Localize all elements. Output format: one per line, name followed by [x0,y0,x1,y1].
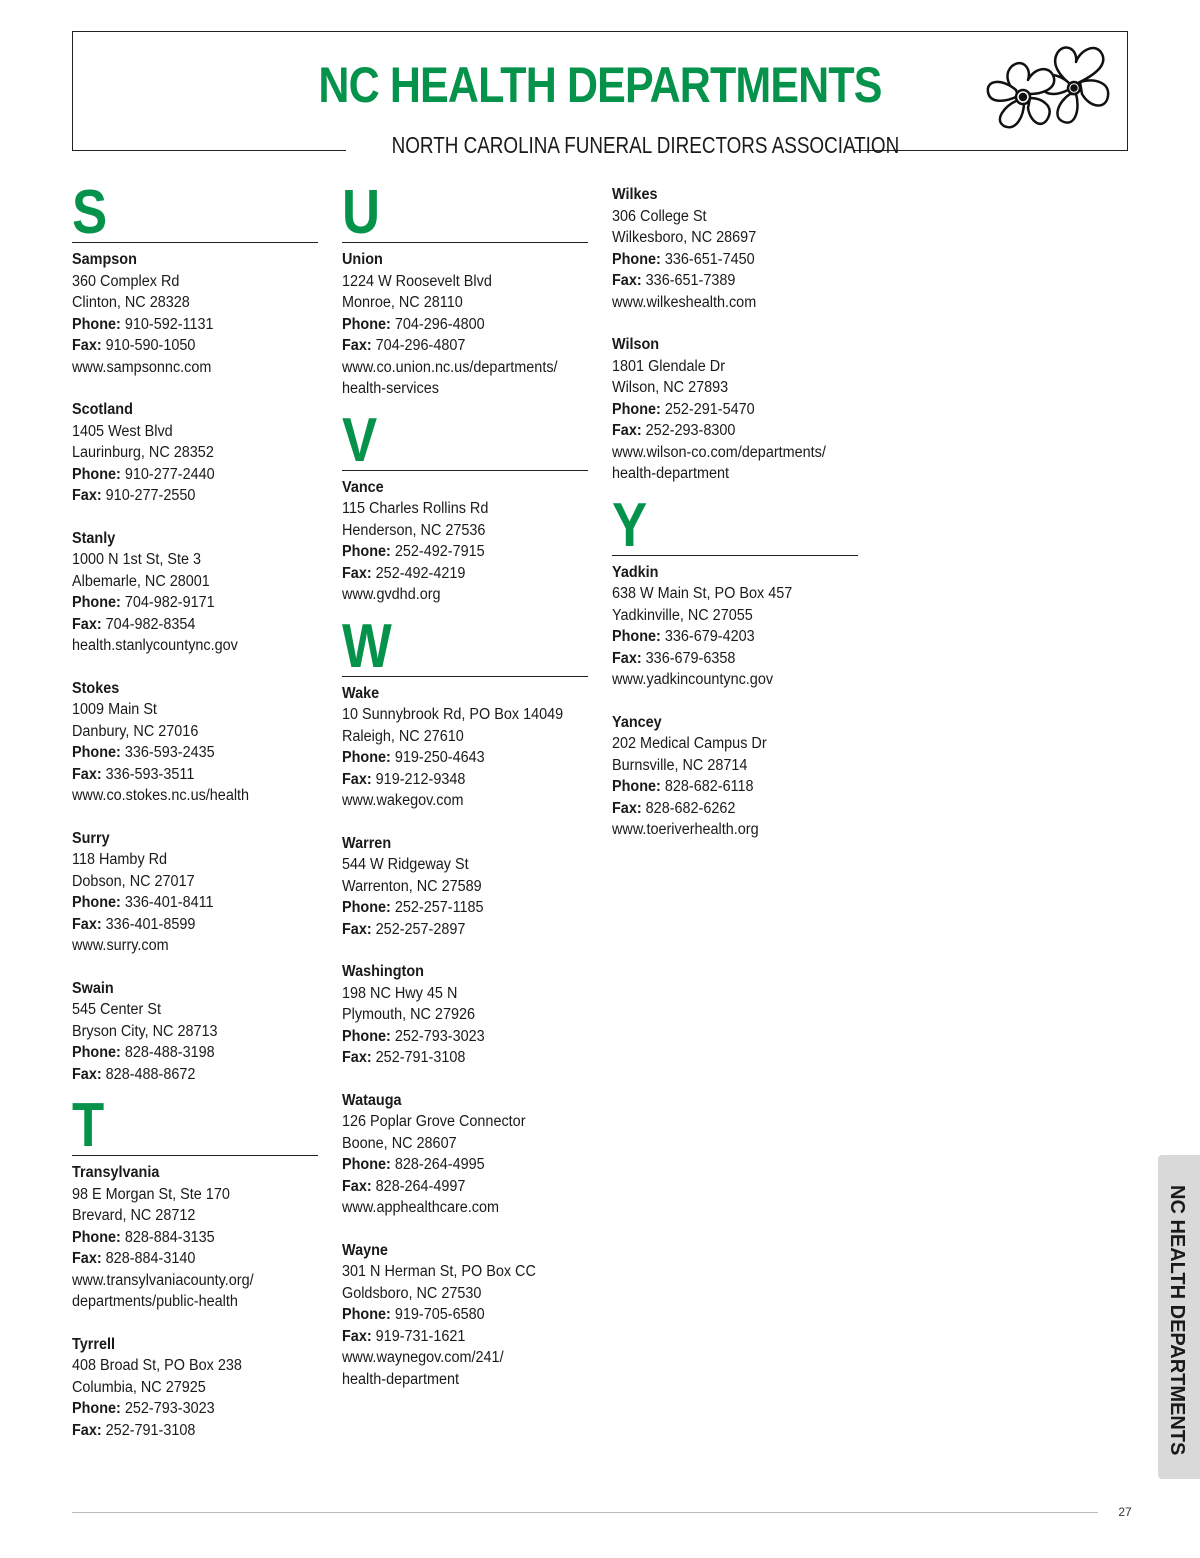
fax-line: Fax: 704-982-8354 [72,615,196,633]
county-name: Warren [342,834,392,852]
section-letter: U [342,178,381,247]
fax-line: Fax: 252-293-8300 [612,422,736,439]
phone-line: Phone: 336-401-8411 [72,894,214,911]
phone-line: Phone: 704-296-4800 [342,315,485,333]
fax-line: Fax: 336-401-8599 [72,915,196,933]
section-letter: W [342,611,392,681]
county-entry-sampson [72,249,318,378]
website-link[interactable]: www.waynegov.com/241/ [342,1349,504,1366]
county-name: Wayne [342,1241,388,1259]
county-name: Surry [72,829,110,847]
address-line: 118 Hamby Rd [72,851,168,868]
page-number: 27 [1118,1505,1132,1519]
website-link[interactable]: health-department [612,465,730,482]
county-entry-wilkes [612,184,858,313]
county-name: Wilkes [612,186,658,203]
county-name: Yancey [612,713,662,731]
address-line: Monroe, NC 28110 [342,294,463,311]
fax-line: Fax: 910-590-1050 [72,337,196,354]
address-line: Raleigh, NC 27610 [342,727,464,745]
section-rule [72,242,318,243]
fax-line: Fax: 828-264-4997 [342,1177,466,1195]
phone-line: Phone: 828-488-3198 [72,1044,215,1061]
county-name: Vance [342,478,384,496]
address-line: 408 Broad St, PO Box 238 [72,1357,242,1374]
phone-line: Phone: 336-651-7450 [612,250,755,268]
phone-line: Phone: 252-257-1185 [342,899,484,916]
address-line: 1224 W Roosevelt Blvd [342,272,492,290]
address-line: Burnsville, NC 28714 [612,756,748,774]
section-rule [342,470,588,471]
phone-line: Phone: 828-884-3135 [72,1228,215,1246]
phone-line: Phone: 252-291-5470 [612,400,755,418]
website-link[interactable]: health.stanlycountync.gov [72,637,238,654]
address-line: Warrenton, NC 27589 [342,877,482,895]
address-line: Wilkesboro, NC 28697 [612,229,757,246]
address-line: Danbury, NC 27016 [72,722,199,740]
county-name: Transylvania [72,1164,160,1181]
address-line: Goldsboro, NC 27530 [342,1284,482,1302]
address-line: Bryson City, NC 28713 [72,1022,218,1040]
phone-line: Phone: 828-682-6118 [612,778,754,795]
phone-line: Phone: 252-793-3023 [342,1027,485,1045]
directory-column-1 [72,178,318,1462]
county-entry-transylvania [72,1162,318,1313]
fax-line: Fax: 919-212-9348 [342,770,466,788]
county-entry-watauga [342,1090,588,1219]
county-name: Stokes [72,679,120,697]
fax-line: Fax: 704-296-4807 [342,337,466,354]
phone-line: Phone: 704-982-9171 [72,594,215,611]
county-entry-surry [72,828,318,957]
county-entry-stokes [72,678,318,807]
county-name: Scotland [72,401,133,418]
county-name: Tyrrell [72,1335,116,1353]
directory-column-2 [342,178,588,1411]
address-line: Dobson, NC 27017 [72,872,195,890]
fax-line: Fax: 336-593-3511 [72,765,195,783]
section-letter: S [72,178,108,247]
county-name: Union [342,251,383,268]
section-rule [612,555,858,556]
address-line: Yadkinville, NC 27055 [612,606,753,624]
website-link[interactable]: health-services [342,380,439,397]
address-line: 10 Sunnybrook Rd, PO Box 14049 [342,706,564,723]
county-name: Sampson [72,251,137,268]
county-entry-swain [72,978,318,1086]
website-link[interactable]: www.yadkincountync.gov [612,671,774,688]
website-link[interactable]: www.wilkeshealth.com [612,293,757,311]
website-link[interactable]: www.apphealthcare.com [342,1199,500,1216]
website-link[interactable]: www.toeriverhealth.org [612,821,759,838]
address-line: Brevard, NC 28712 [72,1207,196,1224]
address-line: 1801 Glendale Dr [612,357,725,375]
county-entry-washington [342,961,588,1069]
fax-line: Fax: 336-679-6358 [612,649,736,667]
phone-line: Phone: 336-679-4203 [612,628,755,645]
address-line: 638 W Main St, PO Box 457 [612,585,793,602]
section-w [342,611,588,1391]
county-name: Washington [342,963,424,980]
address-line: 1000 N 1st St, Ste 3 [72,551,202,568]
fax-line: Fax: 910-277-2550 [72,487,196,504]
county-entry-yancey [612,712,858,841]
website-link[interactable]: health-department [342,1370,460,1388]
county-entry-wilson [612,334,858,485]
address-line: 202 Medical Campus Dr [612,735,767,752]
county-entry-tyrrell [72,1334,318,1442]
phone-line: Phone: 252-793-3023 [72,1400,215,1417]
page-subtitle: NORTH CAROLINA FUNERAL DIRECTORS ASSOCIATION [391,132,900,158]
county-name: Wake [342,684,380,702]
county-entry-wake [342,683,588,812]
county-entry-yadkin [612,562,858,691]
county-entry-vance [342,477,588,606]
county-entry-union [342,249,588,400]
address-line: 1009 Main St [72,701,157,718]
county-entry-scotland [72,399,318,507]
address-line: Wilson, NC 27893 [612,379,729,396]
address-line: Clinton, NC 28328 [72,294,190,311]
dogwood-flowers-icon [980,36,1115,140]
address-line: Albemarle, NC 28001 [72,572,210,590]
phone-line: Phone: 919-250-4643 [342,749,485,766]
website-link[interactable]: www.co.union.nc.us/departments/ [342,358,558,376]
address-line: 544 W Ridgeway St [342,856,469,873]
section-letter: T [72,1091,105,1160]
phone-line: Phone: 252-492-7915 [342,543,485,560]
county-entry-wayne [342,1240,588,1391]
fax-line: Fax: 919-731-1621 [342,1327,466,1345]
phone-line: Phone: 910-277-2440 [72,465,215,483]
website-link[interactable]: www.surry.com [72,937,169,954]
county-entry-warren [342,833,588,941]
side-tab-label: NC HEALTH DEPARTMENTS [1166,1185,1188,1456]
page-title: NC HEALTH DEPARTMENTS [318,57,882,113]
website-link[interactable]: www.sampsonnc.com [72,358,212,376]
footer-rule [72,1512,1098,1513]
address-line: 301 N Herman St, PO Box CC [342,1263,536,1280]
section-w-continued [612,184,858,485]
address-line: 115 Charles Rollins Rd [342,500,489,517]
fax-line: Fax: 828-884-3140 [72,1250,196,1267]
section-letter: V [342,405,378,475]
section-letter: Y [612,490,648,560]
fax-line: Fax: 252-492-4219 [342,564,466,582]
phone-line: Phone: 910-592-1131 [72,315,214,333]
county-name: Yadkin [612,563,659,581]
website-link[interactable]: www.co.stokes.nc.us/health [72,787,250,804]
address-line: 545 Center St [72,1001,161,1018]
address-line: 360 Complex Rd [72,272,180,290]
county-name: Swain [72,979,114,997]
website-link[interactable]: www.transylvaniacounty.org/ [72,1271,254,1289]
fax-line: Fax: 252-791-3108 [342,1049,466,1066]
address-line: 198 NC Hwy 45 N [342,984,458,1002]
website-link[interactable]: www.gvdhd.org [342,586,441,603]
address-line: Columbia, NC 27925 [72,1378,206,1396]
address-line: 306 College St [612,207,707,225]
phone-line: Phone: 828-264-4995 [342,1156,485,1173]
section-s [72,178,318,1085]
address-line: 98 E Morgan St, Ste 170 [72,1185,230,1203]
address-line: 1405 West Blvd [72,422,173,440]
website-link[interactable]: www.wilson-co.com/departments/ [612,443,826,461]
section-y [612,490,858,841]
fax-line: Fax: 828-488-8672 [72,1065,196,1083]
website-link[interactable]: www.wakegov.com [342,792,464,809]
address-line: Plymouth, NC 27926 [342,1006,476,1023]
section-t [72,1091,318,1441]
fax-line: Fax: 252-791-3108 [72,1421,196,1439]
phone-line: Phone: 336-593-2435 [72,744,215,761]
header-rule-left [72,150,346,151]
address-line: Henderson, NC 27536 [342,521,486,539]
fax-line: Fax: 828-682-6262 [612,799,736,817]
website-link[interactable]: departments/public-health [72,1293,238,1310]
fax-line: Fax: 336-651-7389 [612,272,736,289]
fax-line: Fax: 252-257-2897 [342,920,466,938]
county-name: Wilson [612,336,660,353]
county-name: Stanly [72,529,116,547]
address-line: Laurinburg, NC 28352 [72,444,214,461]
directory-column-3 [612,184,858,862]
section-v [342,405,588,606]
section-u [342,178,588,400]
county-name: Watauga [342,1091,402,1109]
phone-line: Phone: 919-705-6580 [342,1306,485,1323]
section-rule [72,1155,318,1156]
address-line: Boone, NC 28607 [342,1134,457,1152]
county-entry-stanly [72,528,318,657]
address-line: 126 Poplar Grove Connector [342,1113,526,1130]
